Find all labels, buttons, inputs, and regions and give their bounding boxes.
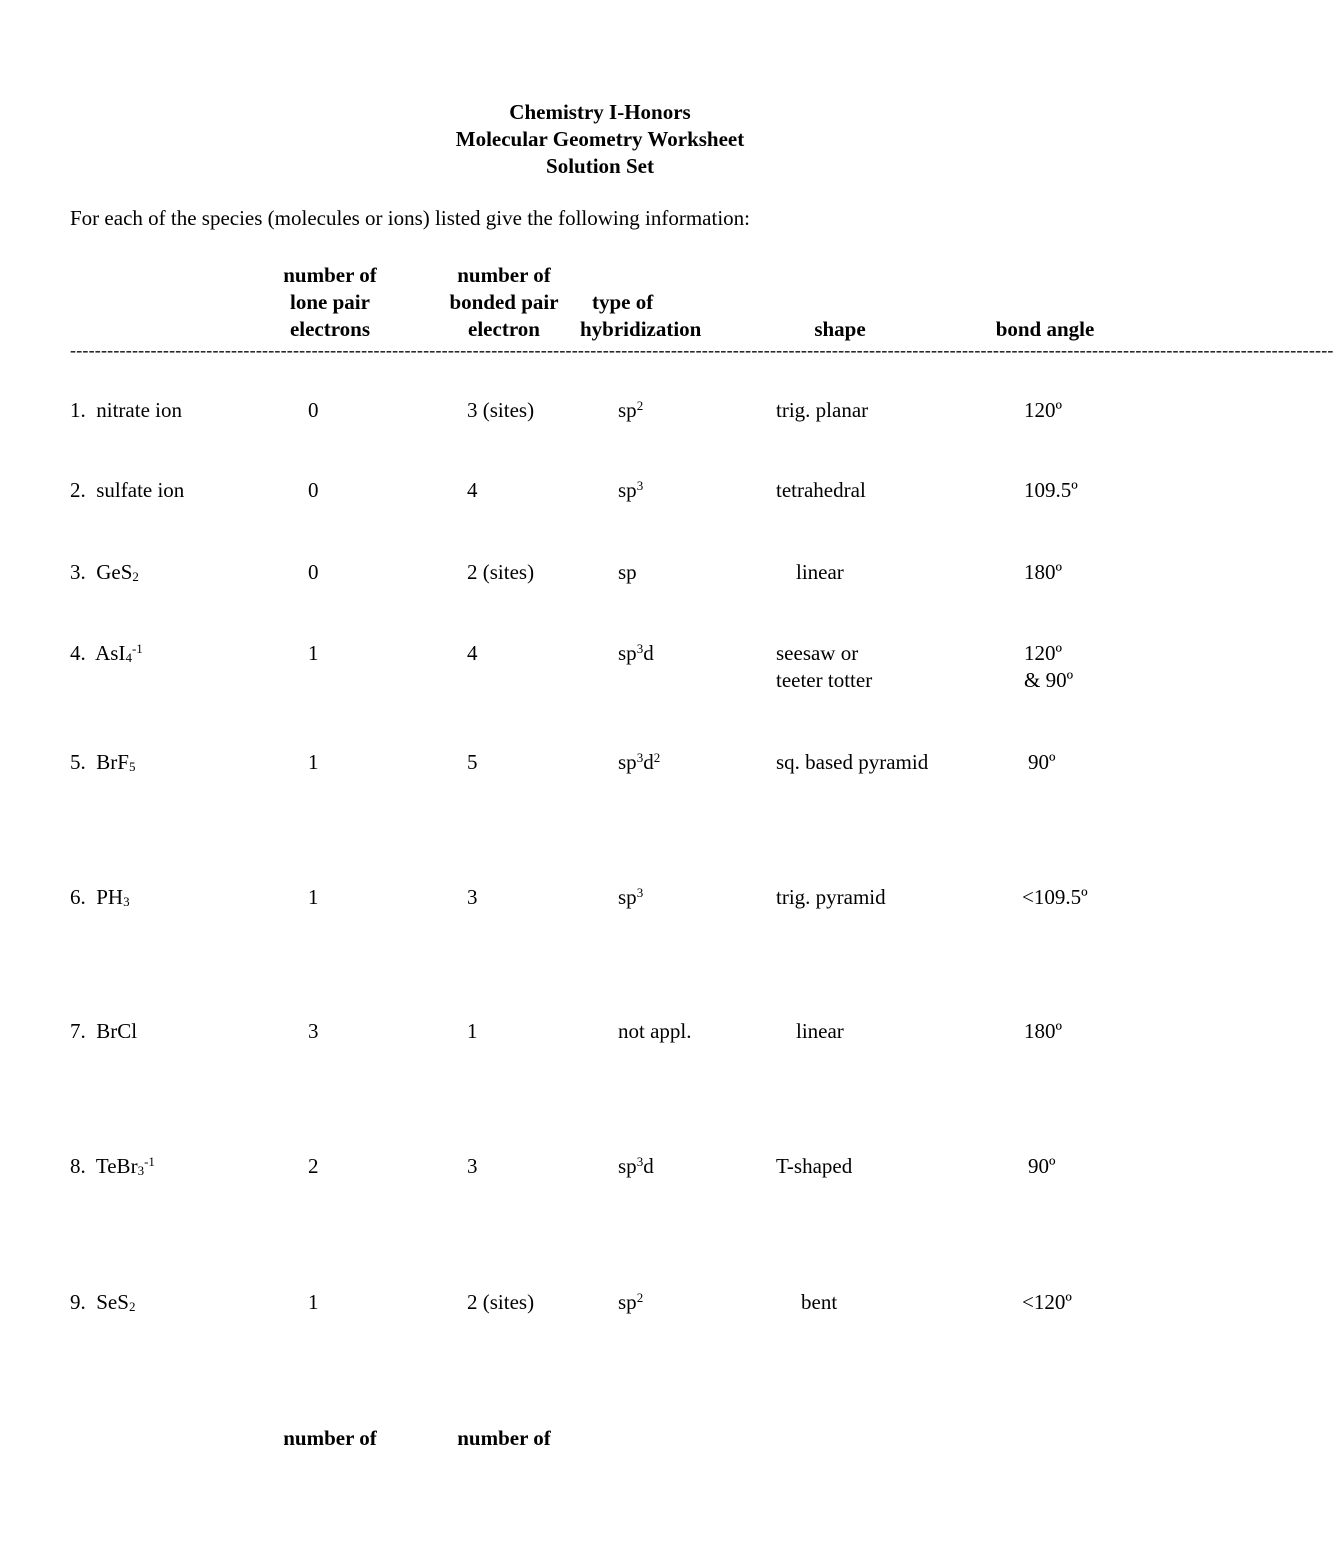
hybridization-base: sp <box>618 885 637 909</box>
row-lone-pairs <box>308 559 319 586</box>
bonded-pair-count: 1 <box>467 1019 478 1043</box>
bond-angle-value: 90º <box>1028 750 1056 774</box>
hybridization-base: sp <box>618 398 637 422</box>
header-bonded-pair <box>432 262 576 343</box>
shape-name: seesaw or <box>776 641 859 665</box>
hybridization-exponent: 2 <box>636 398 644 413</box>
header-hybridization-line1: type of <box>592 290 654 314</box>
row-bond-angle <box>1028 749 1056 776</box>
row-bonded-pairs <box>467 397 534 424</box>
bonded-pair-count: 4 <box>467 478 478 502</box>
row-species <box>70 477 184 508</box>
row-species <box>70 749 135 780</box>
hybridization-base: sp <box>618 1290 637 1314</box>
hybridization-d-exponent: 2 <box>653 750 661 765</box>
hybridization-exponent: 3 <box>636 641 644 656</box>
row-species <box>70 640 143 671</box>
row-lone-pairs <box>308 640 319 667</box>
species-charge: -1 <box>144 1154 155 1169</box>
bonded-pair-count: 3 <box>467 885 478 909</box>
row-hybridization <box>618 1153 654 1180</box>
species-formula: BrCl <box>96 1019 138 1043</box>
divider-line: ------------------------------------------------------------------------------------------------------------------------------------------------------------------------------------------------------------ <box>70 340 1334 360</box>
species-formula: GeS <box>96 560 133 584</box>
bond-angle-value: <109.5º <box>1022 885 1088 909</box>
row-hybridization <box>618 884 643 911</box>
bond-angle-value: 120º <box>1024 641 1063 665</box>
bonded-pair-count: 3 <box>467 1154 478 1178</box>
row-species <box>70 1018 137 1049</box>
row-species <box>70 884 130 915</box>
row-bond-angle <box>1028 1153 1056 1180</box>
row-hybridization <box>618 749 660 776</box>
row-bonded-pairs <box>467 1018 478 1045</box>
row-species <box>70 397 182 428</box>
hybridization-d: d <box>643 641 654 665</box>
row-bonded-pairs <box>467 884 478 911</box>
footer-header-lone-pair: number of <box>283 1426 377 1450</box>
species-formula: TeBr <box>95 1154 138 1178</box>
row-hybridization <box>618 397 643 424</box>
species-subscript: 3 <box>123 894 130 909</box>
species-formula: PH <box>96 885 124 909</box>
row-bonded-pairs <box>467 477 478 504</box>
header-shape: shape <box>814 317 866 341</box>
header-lone-pair-line3: electrons <box>289 317 371 341</box>
header-hybridization <box>580 289 730 343</box>
shape-name: sq. based pyramid <box>776 750 929 774</box>
header-lone-pair <box>260 262 400 343</box>
hybridization-base: sp <box>618 641 637 665</box>
shape-alt-name: teeter totter <box>776 668 873 692</box>
hybridization-base: sp <box>618 478 637 502</box>
hybridization-exponent: 3 <box>636 478 644 493</box>
hybridization-exponent: 3 <box>636 1154 644 1169</box>
row-shape <box>796 559 844 586</box>
worksheet-subtitle: Solution Set <box>546 154 654 178</box>
row-number: 2. <box>70 478 86 502</box>
row-shape <box>796 1018 844 1045</box>
hybridization-base: sp <box>618 560 637 584</box>
row-shape <box>776 640 872 694</box>
hybridization-base: sp <box>618 1154 637 1178</box>
hybridization-d: d <box>643 1154 654 1178</box>
row-shape <box>801 1289 837 1316</box>
bond-angle-alt-value: & 90º <box>1024 668 1074 692</box>
shape-name: T-shaped <box>776 1154 853 1178</box>
lone-pair-count: 1 <box>308 641 319 665</box>
hybridization-base: not appl. <box>618 1019 692 1043</box>
bond-angle-value: 180º <box>1024 1019 1063 1043</box>
row-number: 1. <box>70 398 86 422</box>
shape-name: bent <box>801 1290 838 1314</box>
row-bond-angle <box>1024 640 1073 694</box>
row-hybridization <box>618 477 643 504</box>
row-bond-angle <box>1024 1018 1062 1045</box>
species-formula: BrF <box>96 750 129 774</box>
species-formula: sulfate ion <box>96 478 185 502</box>
row-hybridization <box>618 1018 692 1045</box>
hybridization-base: sp <box>618 750 637 774</box>
species-formula: nitrate ion <box>96 398 182 422</box>
row-species <box>70 1153 155 1184</box>
bond-angle-value: <120º <box>1022 1290 1072 1314</box>
row-species <box>70 559 139 590</box>
course-title: Chemistry I-Honors <box>509 100 691 124</box>
lone-pair-count: 1 <box>308 750 319 774</box>
row-lone-pairs <box>308 1153 319 1180</box>
row-lone-pairs <box>308 397 319 424</box>
species-subscript: 2 <box>128 1299 136 1314</box>
row-number: 9. <box>70 1290 86 1314</box>
lone-pair-count: 0 <box>308 478 319 502</box>
bonded-pair-count: 2 (sites) <box>467 560 535 584</box>
row-number: 3. <box>70 560 86 584</box>
row-lone-pairs <box>308 1018 319 1045</box>
row-shape <box>776 884 886 911</box>
bonded-pair-count: 4 <box>467 641 478 665</box>
species-subscript: 3 <box>137 1163 145 1178</box>
header-lone-pair-line1: number of <box>283 263 377 287</box>
hybridization-d: d <box>643 750 654 774</box>
row-bond-angle <box>1024 397 1062 424</box>
species-formula: SeS <box>96 1290 129 1314</box>
bond-angle-value: 120º <box>1024 398 1063 422</box>
row-hybridization <box>618 1289 643 1316</box>
row-bonded-pairs <box>467 640 478 667</box>
row-lone-pairs <box>308 884 319 911</box>
row-bond-angle <box>1024 477 1078 504</box>
header-bonded-pair-line3: electron <box>468 317 540 341</box>
header-hybridization-line2: hybridization <box>580 317 702 341</box>
bonded-pair-count: 5 <box>467 750 478 774</box>
row-lone-pairs <box>308 1289 319 1316</box>
shape-name: linear <box>796 560 844 584</box>
row-number: 4. <box>70 641 86 665</box>
row-number: 7. <box>70 1019 86 1043</box>
lone-pair-count: 3 <box>308 1019 319 1043</box>
row-number: 8. <box>70 1154 86 1178</box>
row-bonded-pairs <box>467 1153 478 1180</box>
row-lone-pairs <box>308 477 319 504</box>
worksheet-title: Molecular Geometry Worksheet <box>455 127 745 151</box>
shape-name: trig. pyramid <box>776 885 886 909</box>
row-bond-angle <box>1022 884 1088 911</box>
row-shape <box>776 1153 852 1180</box>
row-bond-angle <box>1024 559 1062 586</box>
row-hybridization <box>618 640 654 667</box>
row-bond-angle <box>1022 1289 1072 1316</box>
row-bonded-pairs <box>467 749 478 776</box>
species-subscript: 2 <box>132 569 139 584</box>
hybridization-exponent: 2 <box>636 1290 644 1305</box>
lone-pair-count: 2 <box>308 1154 319 1178</box>
row-shape <box>776 477 866 504</box>
shape-name: tetrahedral <box>776 478 866 502</box>
footer-header-bonded-pair: number of <box>457 1426 551 1450</box>
header-bonded-pair-line1: number of <box>457 263 551 287</box>
row-bonded-pairs <box>467 559 534 586</box>
header-lone-pair-line2: lone pair <box>290 290 370 314</box>
row-lone-pairs <box>308 749 319 776</box>
row-hybridization <box>618 559 637 586</box>
species-subscript: 5 <box>128 759 136 774</box>
bonded-pair-count: 3 (sites) <box>467 398 535 422</box>
row-bonded-pairs <box>467 1289 534 1316</box>
lone-pair-count: 1 <box>308 885 319 909</box>
species-subscript: 4 <box>125 650 132 665</box>
header-bond-angle: bond angle <box>995 317 1095 341</box>
row-number: 5. <box>70 750 86 774</box>
lone-pair-count: 0 <box>308 398 319 422</box>
species-charge: -1 <box>131 641 143 656</box>
header-bonded-pair-line2: bonded pair <box>449 290 559 314</box>
lone-pair-count: 1 <box>308 1290 319 1314</box>
row-number: 6. <box>70 885 86 909</box>
bond-angle-value: 180º <box>1024 560 1063 584</box>
title-block <box>0 99 1200 180</box>
lone-pair-count: 0 <box>308 560 319 584</box>
hybridization-exponent: 3 <box>636 750 644 765</box>
row-shape <box>776 397 868 424</box>
species-formula: AsI <box>95 641 126 665</box>
hybridization-exponent: 3 <box>636 885 644 900</box>
bond-angle-value: 109.5º <box>1024 478 1078 502</box>
instructions: For each of the species (molecules or ions) listed give the following information: <box>70 206 750 230</box>
row-species <box>70 1289 135 1320</box>
shape-name: linear <box>796 1019 844 1043</box>
bonded-pair-count: 2 (sites) <box>467 1290 535 1314</box>
shape-name: trig. planar <box>776 398 869 422</box>
row-shape <box>776 749 928 776</box>
bond-angle-value: 90º <box>1028 1154 1056 1178</box>
